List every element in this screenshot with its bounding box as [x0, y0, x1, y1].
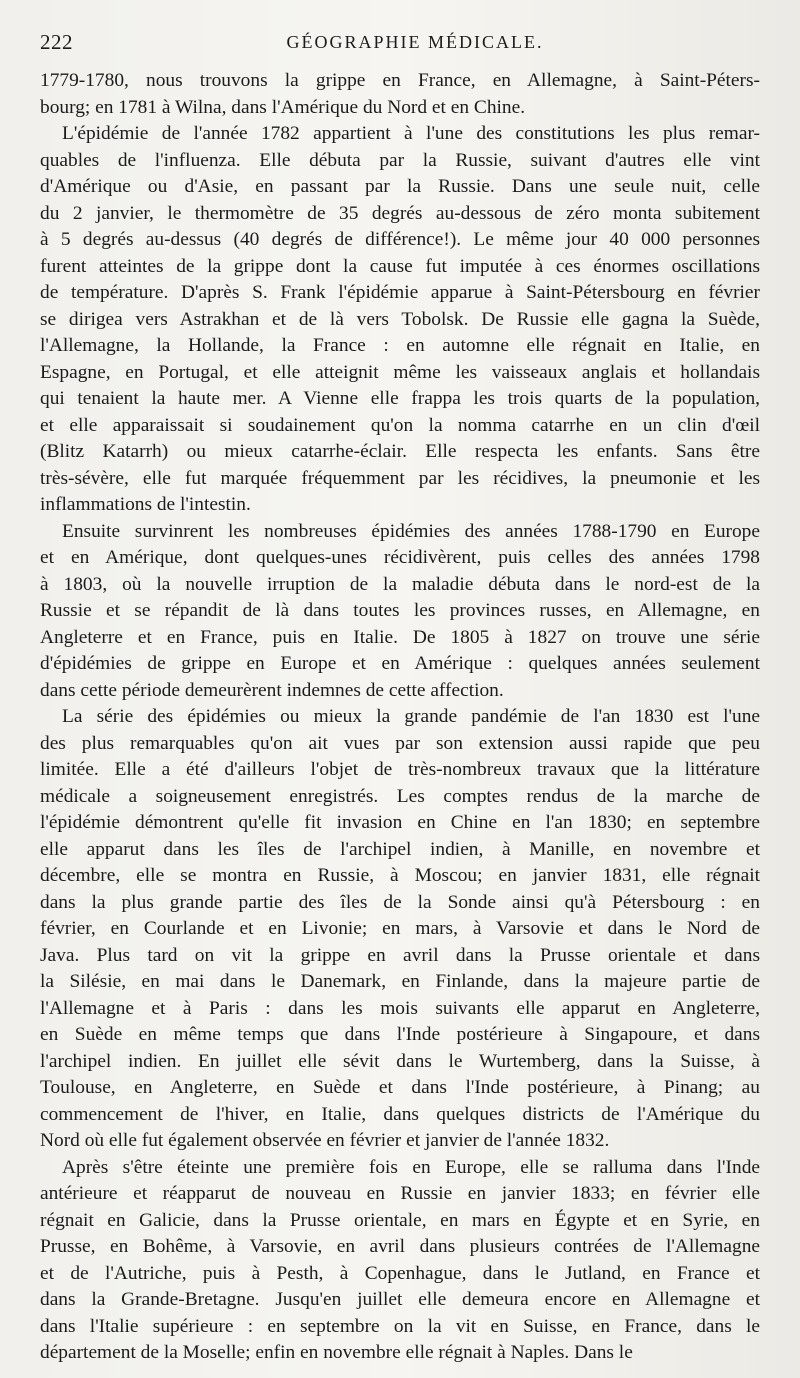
text-line: commencement de l'hiver, en Italie, dans quelques districts de l'Amérique du [40, 1103, 760, 1125]
text-line: à 1803, où la nouvelle irruption de la maladie débuta dans le nord-est de la [40, 573, 760, 595]
text-line: elle apparut dans les îles de l'archipel indien, à Manille, en novembre et [40, 838, 760, 860]
paragraph [40, 121, 760, 519]
text-line: Russie et se répandit de là dans toutes les provinces russes, en Allemagne, en [40, 600, 760, 621]
text-line: la Silésie, en mai dans le Danemark, en Finlande, dans la majeure partie de [40, 971, 760, 992]
text-line: de température. D'après S. Frank l'épidémie apparue à Saint-Pétersbourg en février [40, 282, 760, 303]
paragraph [40, 1155, 760, 1367]
text-line: dans cette période demeurèrent indemnes de cette affection. [40, 679, 504, 701]
text-line: bourg; en 1781 à Wilna, dans l'Amérique du Nord et en Chine. [40, 96, 526, 118]
text-line: des plus remarquables qu'on ait vues par son extension aussi rapide que peu [40, 732, 760, 754]
text-line: très-sévère, elle fut marquée fréquemment par les récidives, la pneumonie et les [40, 467, 760, 489]
text-line: du 2 janvier, le thermomètre de 35 degrés au-dessous de zéro monta subitement [40, 202, 760, 224]
text-line: dans la plus grande partie des îles de la Sonde ainsi qu'à Pétersbourg : en [40, 891, 760, 913]
text-line: médicale a soigneusement enregistrés. Les comptes rendus de la marche de [40, 785, 760, 807]
page-header [40, 30, 760, 64]
text-line: Toulouse, en Angleterre, en Suède et dans l'Inde postérieure, à Pinang; au [40, 1077, 760, 1098]
text-line: et en Amérique, dont quelques-unes récidivèrent, puis celles des années 1798 [40, 547, 760, 568]
text-line: dans la Grande-Bretagne. Jusqu'en juillet elle demeura encore en Allemagne et [40, 1289, 760, 1310]
text-line: (Blitz Katarrh) ou mieux catarrhe-éclair. Elle respecta les enfants. Sans être [40, 441, 760, 462]
running-title: GÉOGRAPHIE MÉDICALE. [286, 32, 544, 52]
text-line: dans l'Italie supérieure : en septembre on la vit en Suisse, en France, dans le [40, 1315, 760, 1337]
text-line: régnait en Galicie, dans la Prusse orientale, en mars en Égypte et en Syrie, en [40, 1209, 760, 1231]
text-line: décembre, elle se montra en Russie, à Moscou; en janvier 1831, elle régnait [40, 865, 760, 886]
text-line: inflammations de l'intestin. [40, 494, 251, 515]
text-line: Angleterre et en France, puis en Italie. De 1805 à 1827 on trouve une série [40, 626, 760, 648]
text-line: l'Allemagne et à Paris : dans les mois suivants elle apparut en Angleterre, [40, 997, 760, 1019]
text-line: quables de l'influenza. Elle débuta par la Russie, suivant d'autres elle vint [40, 149, 760, 171]
text-line: Ensuite survinrent les nombreuses épidémies des années 1788-1790 en Europe [62, 520, 760, 542]
text-line: La série des épidémies ou mieux la grande pandémie de l'an 1830 est l'une [62, 706, 760, 727]
paragraph [40, 68, 760, 121]
text-line: Espagne, en Portugal, et elle atteignit même les vaisseaux anglais et hollandais [40, 361, 760, 383]
text-line: limitée. Elle a été d'ailleurs l'objet de très-nombreux travaux que la littérature [40, 759, 760, 780]
text-line: Nord où elle fut également observée en février et janvier de l'année 1832. [40, 1130, 610, 1151]
text-line: Après s'être éteinte une première fois en Europe, elle se ralluma dans l'Inde [62, 1156, 760, 1178]
text-line: l'archipel indien. En juillet elle sévit dans le Wurtemberg, dans la Suisse, à [40, 1050, 760, 1072]
body-text [40, 68, 760, 1367]
text-line: Prusse, en Bohême, à Varsovie, en avril dans plusieurs contrées de l'Allemagne [40, 1236, 760, 1257]
text-line: l'épidémie démontrent qu'elle fit invasion en Chine en l'an 1830; en septembre [40, 812, 760, 833]
text-line: d'Amérique ou d'Asie, en passant par la Russie. Dans une seule nuit, celle [40, 176, 760, 197]
text-line: antérieure et réapparut de nouveau en Russie en janvier 1833; en février elle [40, 1183, 760, 1204]
page-number: 222 [40, 30, 73, 54]
text-line: se dirigea vers Astrakhan et de là vers Tobolsk. De Russie elle gagna la Suède, [40, 308, 760, 330]
text-line: furent atteintes de la grippe dont la cause fut imputée à ces énormes oscillations [40, 255, 760, 277]
text-line: et de l'Autriche, puis à Pesth, à Copenhague, dans le Jutland, en France et [40, 1262, 760, 1284]
text-line: février, en Courlande et en Livonie; en mars, à Varsovie et dans le Nord de [40, 918, 760, 939]
text-line: qui tenaient la haute mer. A Vienne elle frappa les trois quarts de la population, [40, 388, 760, 409]
text-line: département de la Moselle; enfin en novembre elle régnait à Naples. Dans le [40, 1342, 633, 1363]
text-line: d'épidémies de grippe en Europe et en Amérique : quelques années seulement [40, 653, 760, 674]
text-line: l'Allemagne, la Hollande, la France : en automne elle régnait en Italie, en [40, 335, 760, 356]
paragraph [40, 704, 760, 1155]
text-line: Java. Plus tard on vit la grippe en avril dans la Prusse orientale et dans [40, 944, 760, 966]
text-line: et elle apparaissait si soudainement qu'on la nomma catarrhe en un clin d'œil [40, 414, 760, 436]
paragraph [40, 519, 760, 705]
text-line: L'épidémie de l'année 1782 appartient à l'une des constitutions les plus remar- [62, 123, 760, 144]
text-line: en Suède en même temps que dans l'Inde postérieure à Singapoure, et dans [40, 1024, 760, 1045]
text-line: 1779-1780, nous trouvons la grippe en France, en Allemagne, à Saint-Péters- [40, 70, 760, 91]
text-line: à 5 degrés au-dessus (40 degrés de différence!). Le même jour 40 000 personnes [40, 229, 760, 250]
